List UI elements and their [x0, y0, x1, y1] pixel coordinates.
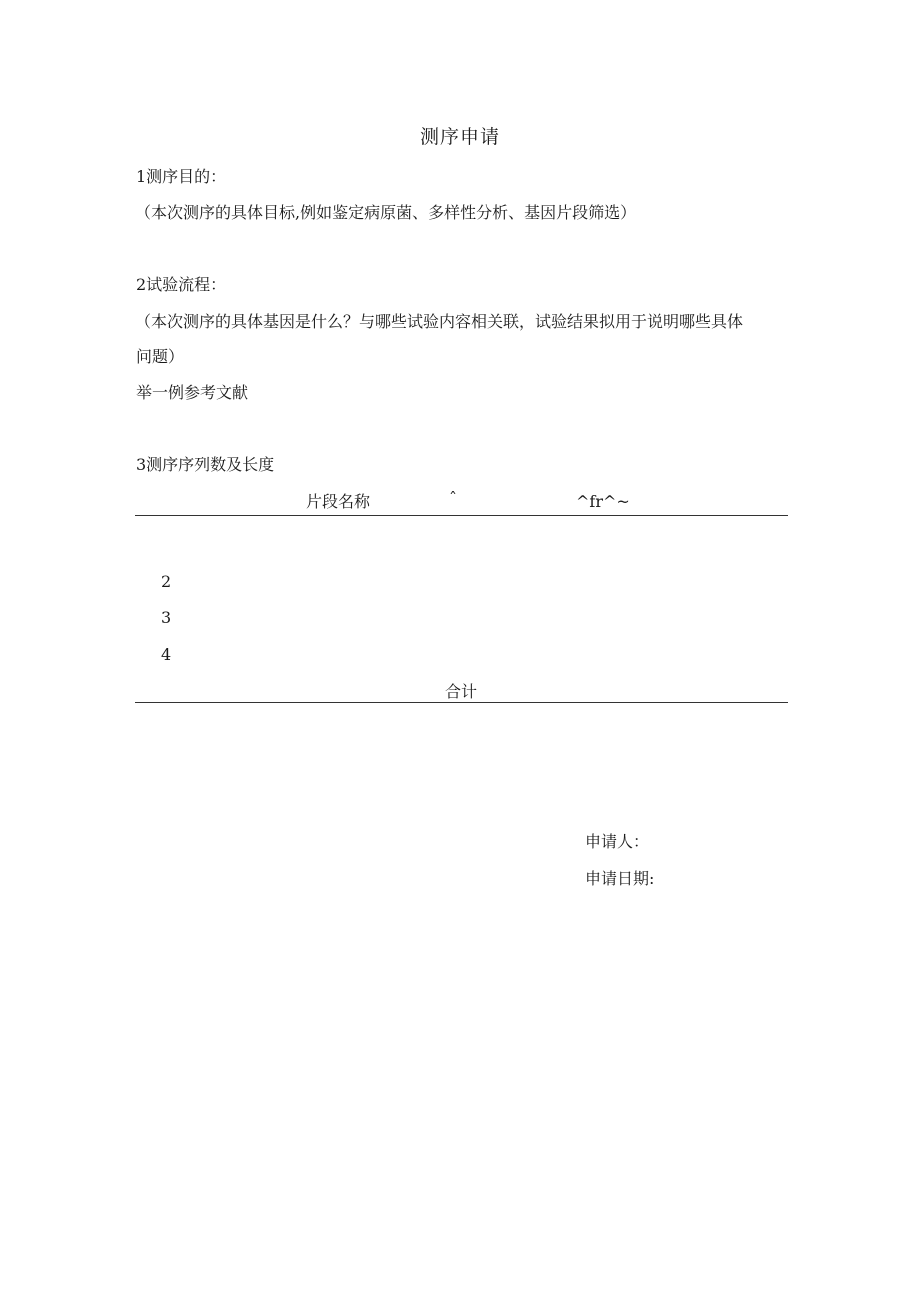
table-header-mark: ˆ — [449, 489, 457, 508]
table-total-label: 合计 — [445, 682, 478, 701]
table-row-number: 4 — [161, 645, 172, 664]
table-row-number: 2 — [161, 572, 172, 591]
table-bottom-rule — [135, 702, 788, 703]
section2-heading: 2试验流程： — [136, 275, 227, 294]
section2-reference: 举一例参考文献 — [136, 383, 249, 402]
section1-heading: 1测序目的： — [136, 167, 227, 186]
section2-hint-line1: （本次测序的具体基因是什么？与哪些试验内容相关联，试验结果拟用于说明哪些具体 — [135, 312, 744, 331]
table-row-number: 3 — [161, 608, 172, 627]
section1-hint: （本次测序的具体目标,例如鉴定病原菌、多样性分析、基因片段筛选） — [135, 203, 637, 222]
document-title: 测序申请 — [419, 126, 500, 148]
section3-heading: 3测序序列数及长度 — [136, 455, 275, 474]
table-top-rule — [135, 515, 788, 516]
table-header-fragment-name: 片段名称 — [306, 492, 371, 511]
section2-hint-line2: 问题） — [136, 347, 185, 366]
applicant-label: 申请人： — [585, 832, 650, 851]
application-date-label: 申请日期: — [585, 869, 655, 888]
table-header-length: ^fr^~ — [576, 492, 630, 511]
